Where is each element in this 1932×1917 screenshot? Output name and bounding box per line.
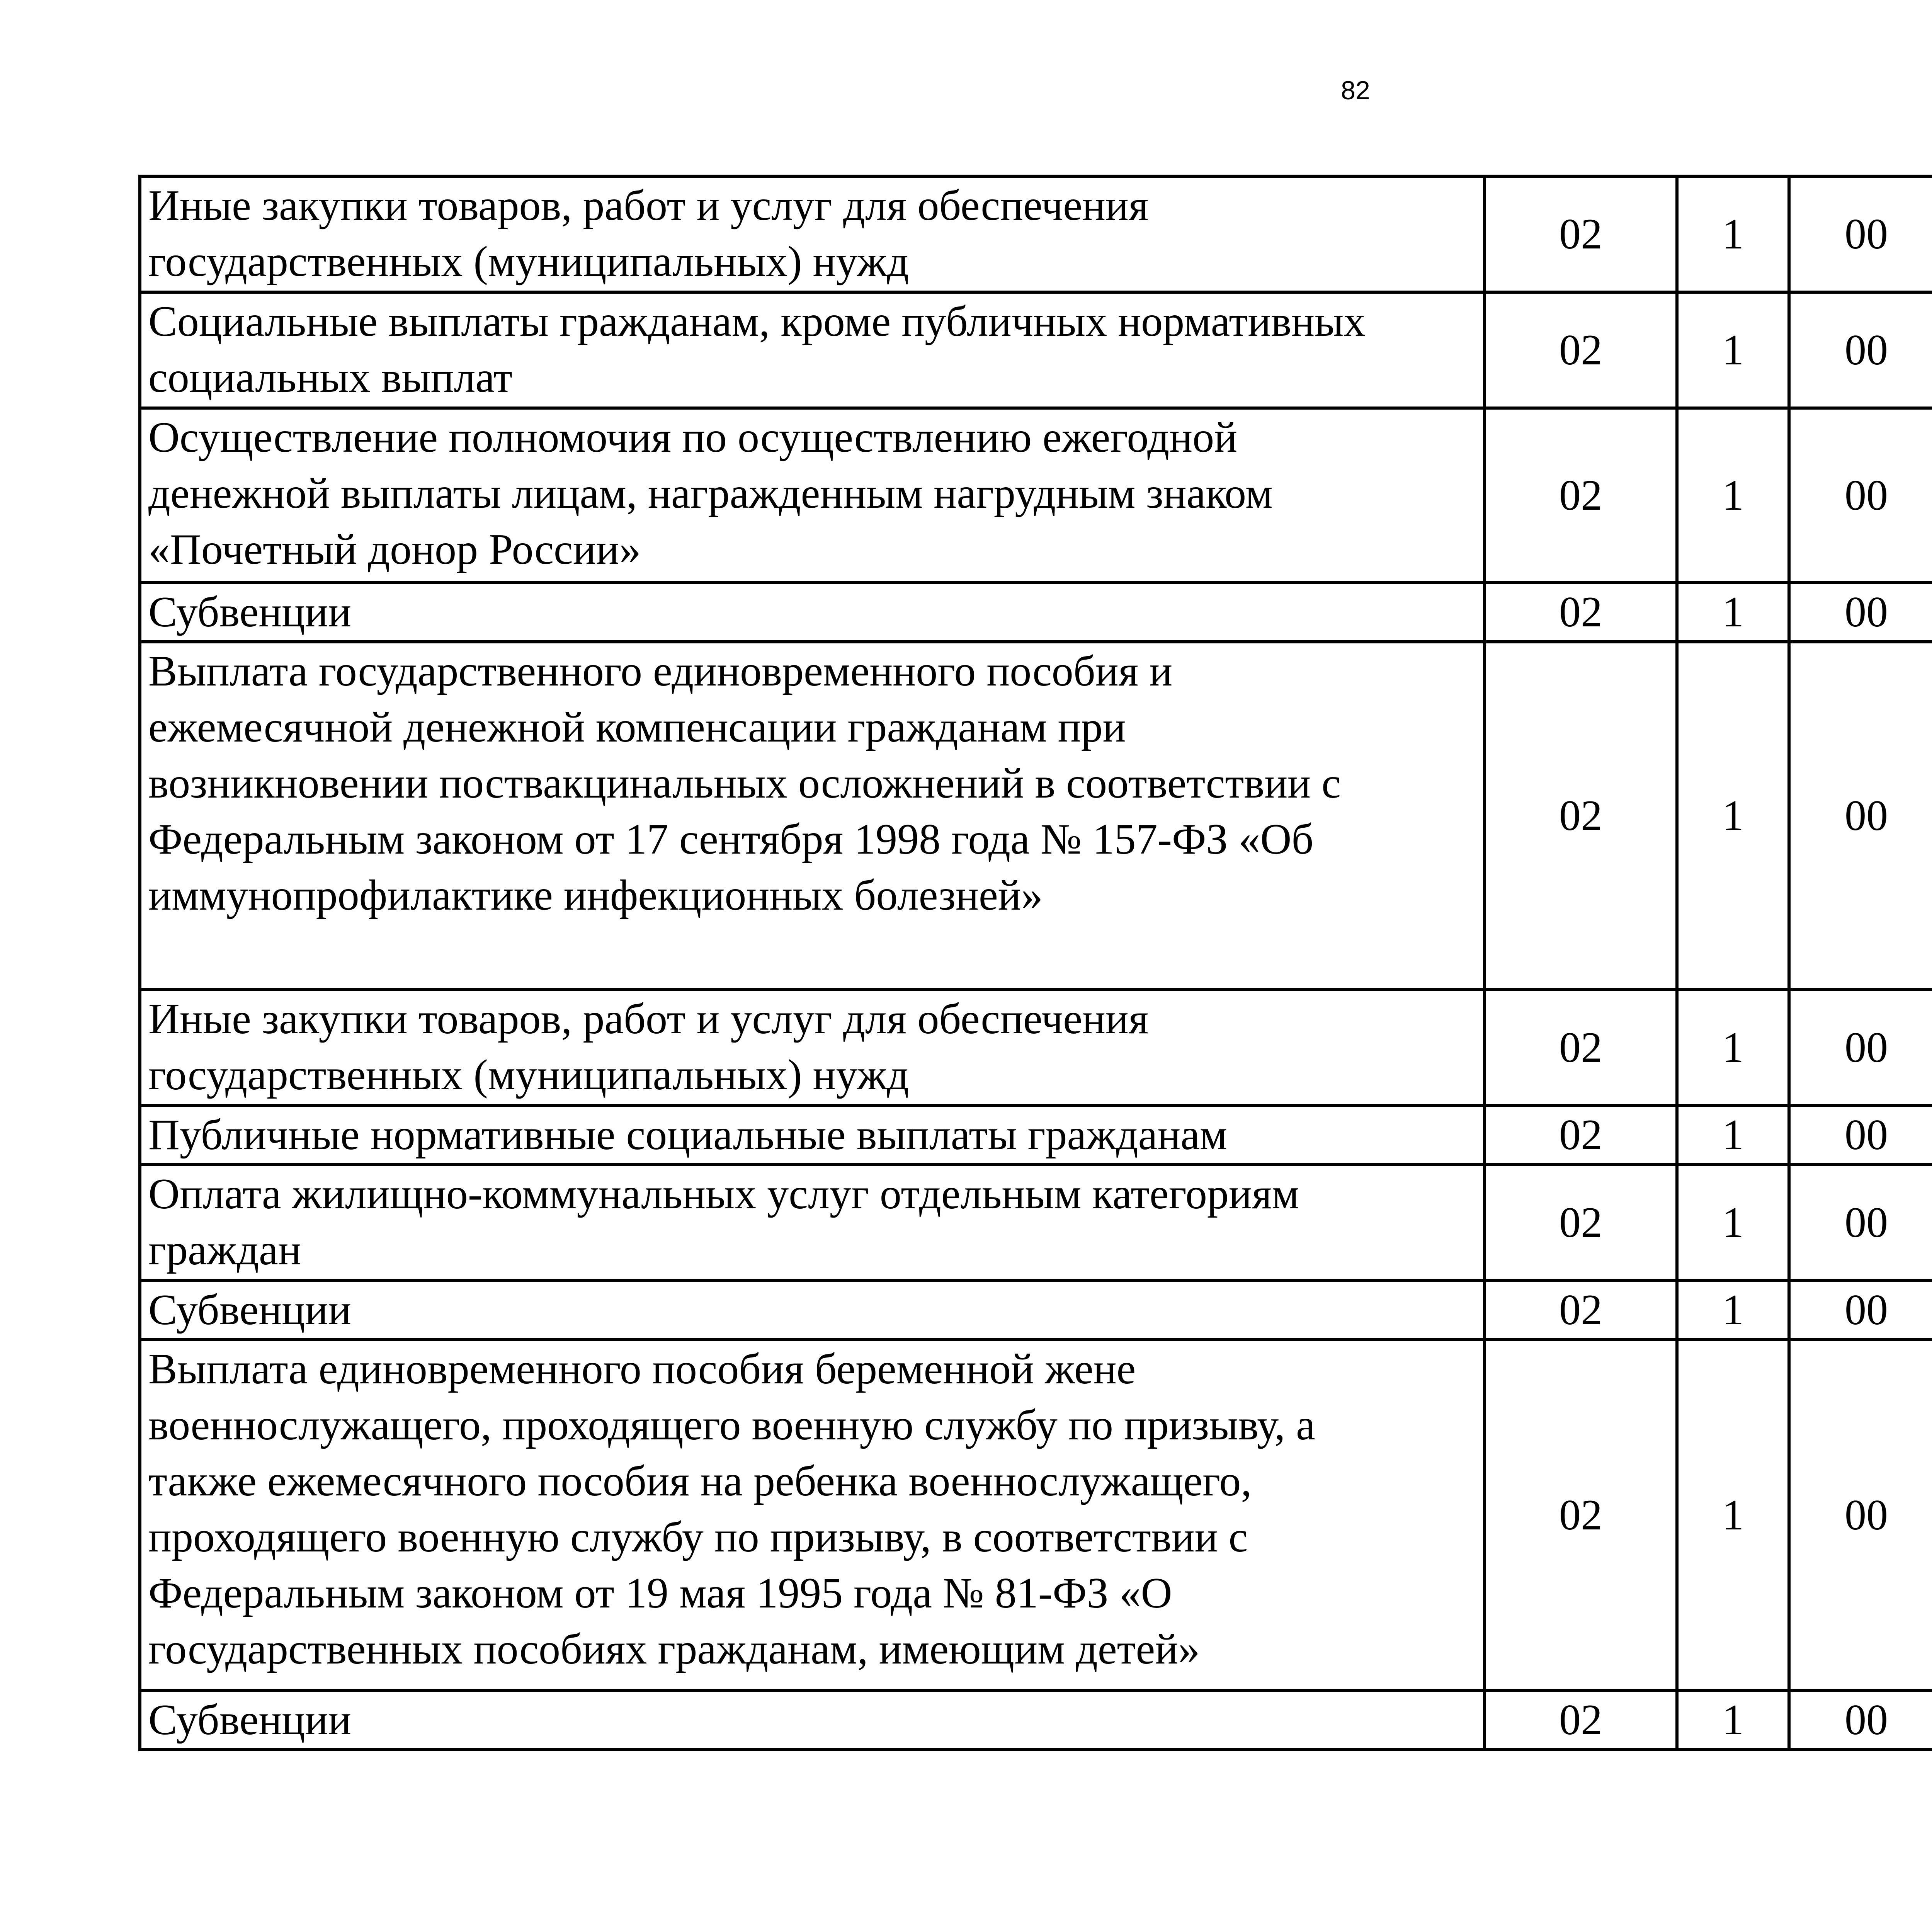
table-row xyxy=(140,1106,1932,1165)
program-code: 02 xyxy=(1485,642,1677,990)
table-row xyxy=(140,583,1932,642)
row-name: Субвенции xyxy=(140,583,1485,642)
row-name: Социальные выплаты гражданам, кроме публичных нормативных социальных выплат xyxy=(140,292,1485,408)
subprogram-code: 1 xyxy=(1677,408,1789,583)
table-row xyxy=(140,1165,1932,1281)
main-event-code: 00 xyxy=(1789,1281,1932,1340)
program-code: 02 xyxy=(1485,583,1677,642)
row-name: Оплата жилищно-коммунальных услуг отдельным категориям граждан xyxy=(140,1165,1485,1281)
subprogram-code: 1 xyxy=(1677,1281,1789,1340)
subprogram-code: 1 xyxy=(1677,642,1789,990)
program-code: 02 xyxy=(1485,176,1677,292)
budget-table xyxy=(138,175,1932,1751)
program-code: 02 xyxy=(1485,1340,1677,1691)
main-event-code: 00 xyxy=(1789,1691,1932,1750)
table-row xyxy=(140,1281,1932,1340)
table-row xyxy=(140,292,1932,408)
table-row xyxy=(140,408,1932,583)
table-row xyxy=(140,1691,1932,1750)
main-event-code: 00 xyxy=(1789,1106,1932,1165)
subprogram-code: 1 xyxy=(1677,990,1789,1106)
program-code: 02 xyxy=(1485,292,1677,408)
page-number: 82 xyxy=(1341,76,1370,105)
main-event-code: 00 xyxy=(1789,583,1932,642)
row-name: Иные закупки товаров, работ и услуг для обеспечения государственных (муниципальных) нужд xyxy=(140,176,1485,292)
row-name: Субвенции xyxy=(140,1691,1485,1750)
table-row xyxy=(140,990,1932,1106)
main-event-code: 00 xyxy=(1789,176,1932,292)
main-event-code: 00 xyxy=(1789,642,1932,990)
subprogram-code: 1 xyxy=(1677,292,1789,408)
main-event-code: 00 xyxy=(1789,408,1932,583)
subprogram-code: 1 xyxy=(1677,1340,1789,1691)
subprogram-code: 1 xyxy=(1677,1106,1789,1165)
subprogram-code: 1 xyxy=(1677,176,1789,292)
row-name: Субвенции xyxy=(140,1281,1485,1340)
table-row xyxy=(140,176,1932,292)
program-code: 02 xyxy=(1485,1106,1677,1165)
program-code: 02 xyxy=(1485,1281,1677,1340)
row-name: Публичные нормативные социальные выплаты гражданам xyxy=(140,1106,1485,1165)
program-code: 02 xyxy=(1485,1165,1677,1281)
subprogram-code: 1 xyxy=(1677,1691,1789,1750)
main-event-code: 00 xyxy=(1789,292,1932,408)
row-name: Выплата государственного единовременного пособия и ежемесячной денежной компенсации гражданам при возникновении поствакцинальных осложнений в соответствии с Федеральным законом от 17 сентября 1998 года № 157-ФЗ «Об иммунопрофилактике инфекционных болезней» xyxy=(140,642,1485,990)
row-name: Иные закупки товаров, работ и услуг для обеспечения государственных (муниципальных) нужд xyxy=(140,990,1485,1106)
main-event-code: 00 xyxy=(1789,990,1932,1106)
main-event-code: 00 xyxy=(1789,1340,1932,1691)
subprogram-code: 1 xyxy=(1677,583,1789,642)
subprogram-code: 1 xyxy=(1677,1165,1789,1281)
program-code: 02 xyxy=(1485,1691,1677,1750)
table-row xyxy=(140,642,1932,990)
program-code: 02 xyxy=(1485,408,1677,583)
program-code: 02 xyxy=(1485,990,1677,1106)
main-event-code: 00 xyxy=(1789,1165,1932,1281)
table-row xyxy=(140,1340,1932,1691)
row-name: Выплата единовременного пособия беременной жене военнослужащего, проходящего военную службу по призыву, а также ежемесячного пособия на ребенка военнослужащего, проходящего военную службу по призыву, в соответствии с Федеральным законом от 19 мая 1995 года № 81-ФЗ «О государственных пособиях гражданам, имеющим детей» xyxy=(140,1340,1485,1691)
row-name: Осуществление полномочия по осуществлению ежегодной денежной выплаты лицам, награжденным нагрудным знаком «Почетный донор России» xyxy=(140,408,1485,583)
